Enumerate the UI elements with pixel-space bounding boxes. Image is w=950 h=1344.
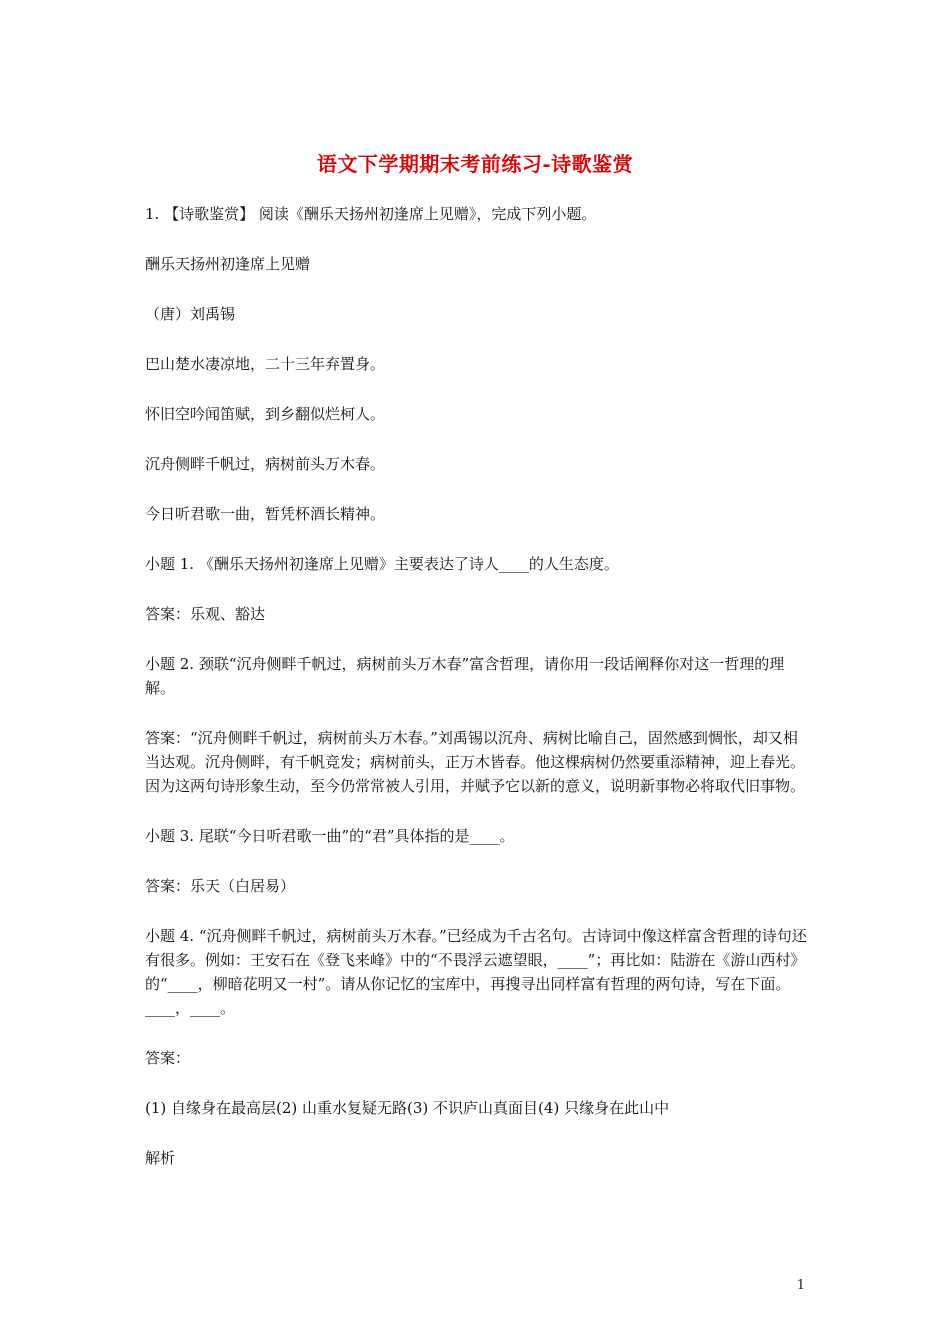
- poem-line: 今日听君歌一曲，暂凭杯酒长精神。: [145, 505, 386, 523]
- analysis-label: 解析: [145, 1149, 176, 1167]
- answer-3: 答案：乐天（白居易）: [145, 877, 296, 895]
- poem-title: 酬乐天扬州初逢席上见赠: [145, 255, 311, 273]
- document-title: 语文下学期期末考前练习-诗歌鉴赏: [316, 152, 634, 176]
- sub-question-2: 小题 2. 颈联“沉舟侧畔千帆过，病树前头万木春”富含哲理，请你用一段话阐释你对这一哲理的理解。: [145, 655, 785, 697]
- poem-author: （唐）刘禹锡: [145, 305, 236, 323]
- page-number: 1: [796, 1278, 805, 1293]
- answer-1: 答案：乐观、豁达: [145, 605, 266, 623]
- document-content: [145, 202, 807, 1196]
- poem-line: 巴山楚水凄凉地，二十三年弃置身。: [145, 355, 386, 373]
- sub-question-4: 小题 4. “沉舟侧畔千帆过，病树前头万木春。”已经成为千古名句。古诗词中像这样富含哲理的诗句还有很多。例如：王安石在《登飞来峰》中的“不畏浮云遮望眼，____”；再比如：陆游在《游山西村》的“____，柳暗花明又一村”。请从你记忆的宝库中，再搜寻出同样富有哲理的两句诗，写在下面。____，____。: [145, 927, 807, 1017]
- poem-line: 怀旧空吟闻笛赋，到乡翻似烂柯人。: [145, 405, 386, 423]
- answer-4-label: 答案：: [145, 1049, 191, 1067]
- sub-question-1: 小题 1. 《酬乐天扬州初逢席上见赠》主要表达了诗人____的人生态度。: [145, 555, 619, 573]
- poem-line: 沉舟侧畔千帆过，病树前头万木春。: [145, 455, 386, 473]
- answer-2: 答案：“沉舟侧畔千帆过，病树前头万木春。”刘禹锡以沉舟、病树比喻自己，固然感到惆怅，却又相当达观。沉舟侧畔，有千帆竞发；病树前头，正万木皆春。他这棵病树仍然要重添精神，迎上春光。因为这两句诗形象生动，至今仍常常被人引用，并赋予它以新的意义，说明新事物必将取代旧事物。: [145, 729, 806, 795]
- sub-question-3: 小题 3. 尾联“今日听君歌一曲”的“君”具体指的是____。: [145, 827, 515, 845]
- answer-4-detail: (1) 自缘身在最高层(2) 山重水复疑无路(3) 不识庐山真面目(4) 只缘身在此山中: [145, 1099, 670, 1117]
- question-intro: 1. 【诗歌鉴赏】 阅读《酬乐天扬州初逢席上见赠》，完成下列小题。: [145, 205, 597, 223]
